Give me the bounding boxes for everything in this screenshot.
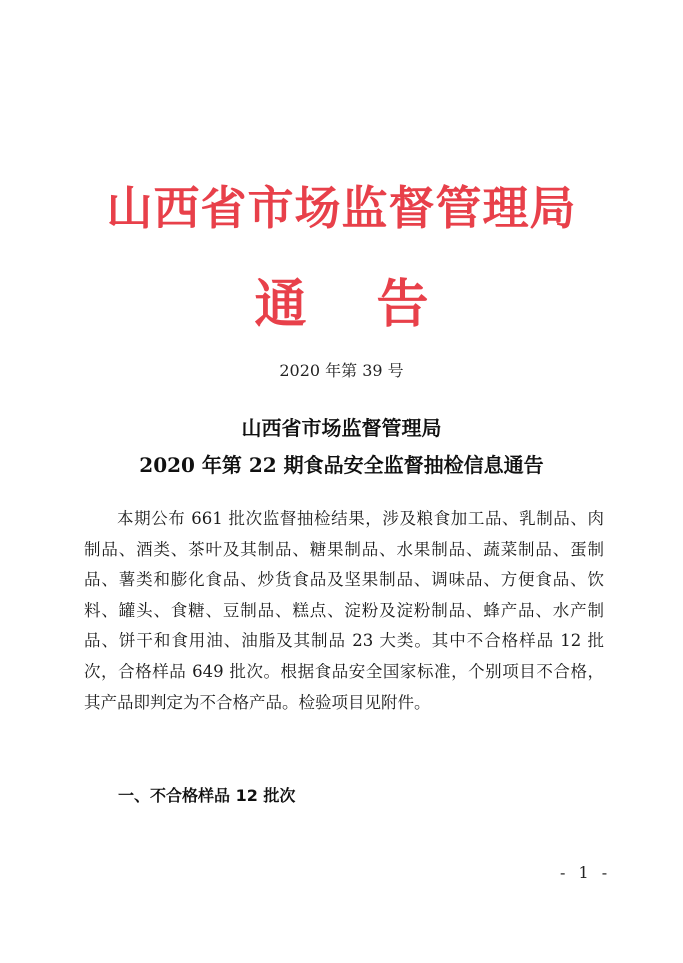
page-number: - 1 - bbox=[560, 863, 612, 882]
document-title-line1: 山西省市场监督管理局 bbox=[241, 416, 442, 440]
issuer-header: 山西省市场监督管理局 bbox=[106, 181, 577, 235]
document-number: 2020 年第 39 号 bbox=[279, 361, 404, 380]
section-heading: 一、不合格样品 12 批次 bbox=[118, 786, 296, 805]
notice-header: 通告 bbox=[254, 274, 499, 335]
body-paragraph: 本期公布 661 批次监督抽检结果，涉及粮食加工品、乳制品、肉制品、酒类、茶叶及其制品、糖果制品、水果制品、蔬菜制品、蛋制品、薯类和膨化食品、炒货食品及坚果制品、调味品、方便食品、饮料、罐头、食糖、豆制品、糕点、淀粉及淀粉制品、蜂产品、水产制品、饼干和食用油、油脂及其制品 23 大类。其中不合格样品 12 批次，合格样品 649 批次。根据食品安全国家标准，个别项目不合格，其产品即判定为不合格产品。检验项目见附件。 bbox=[84, 509, 604, 712]
document-title-line2: 2020 年第 22 期食品安全监督抽检信息通告 bbox=[139, 453, 544, 477]
